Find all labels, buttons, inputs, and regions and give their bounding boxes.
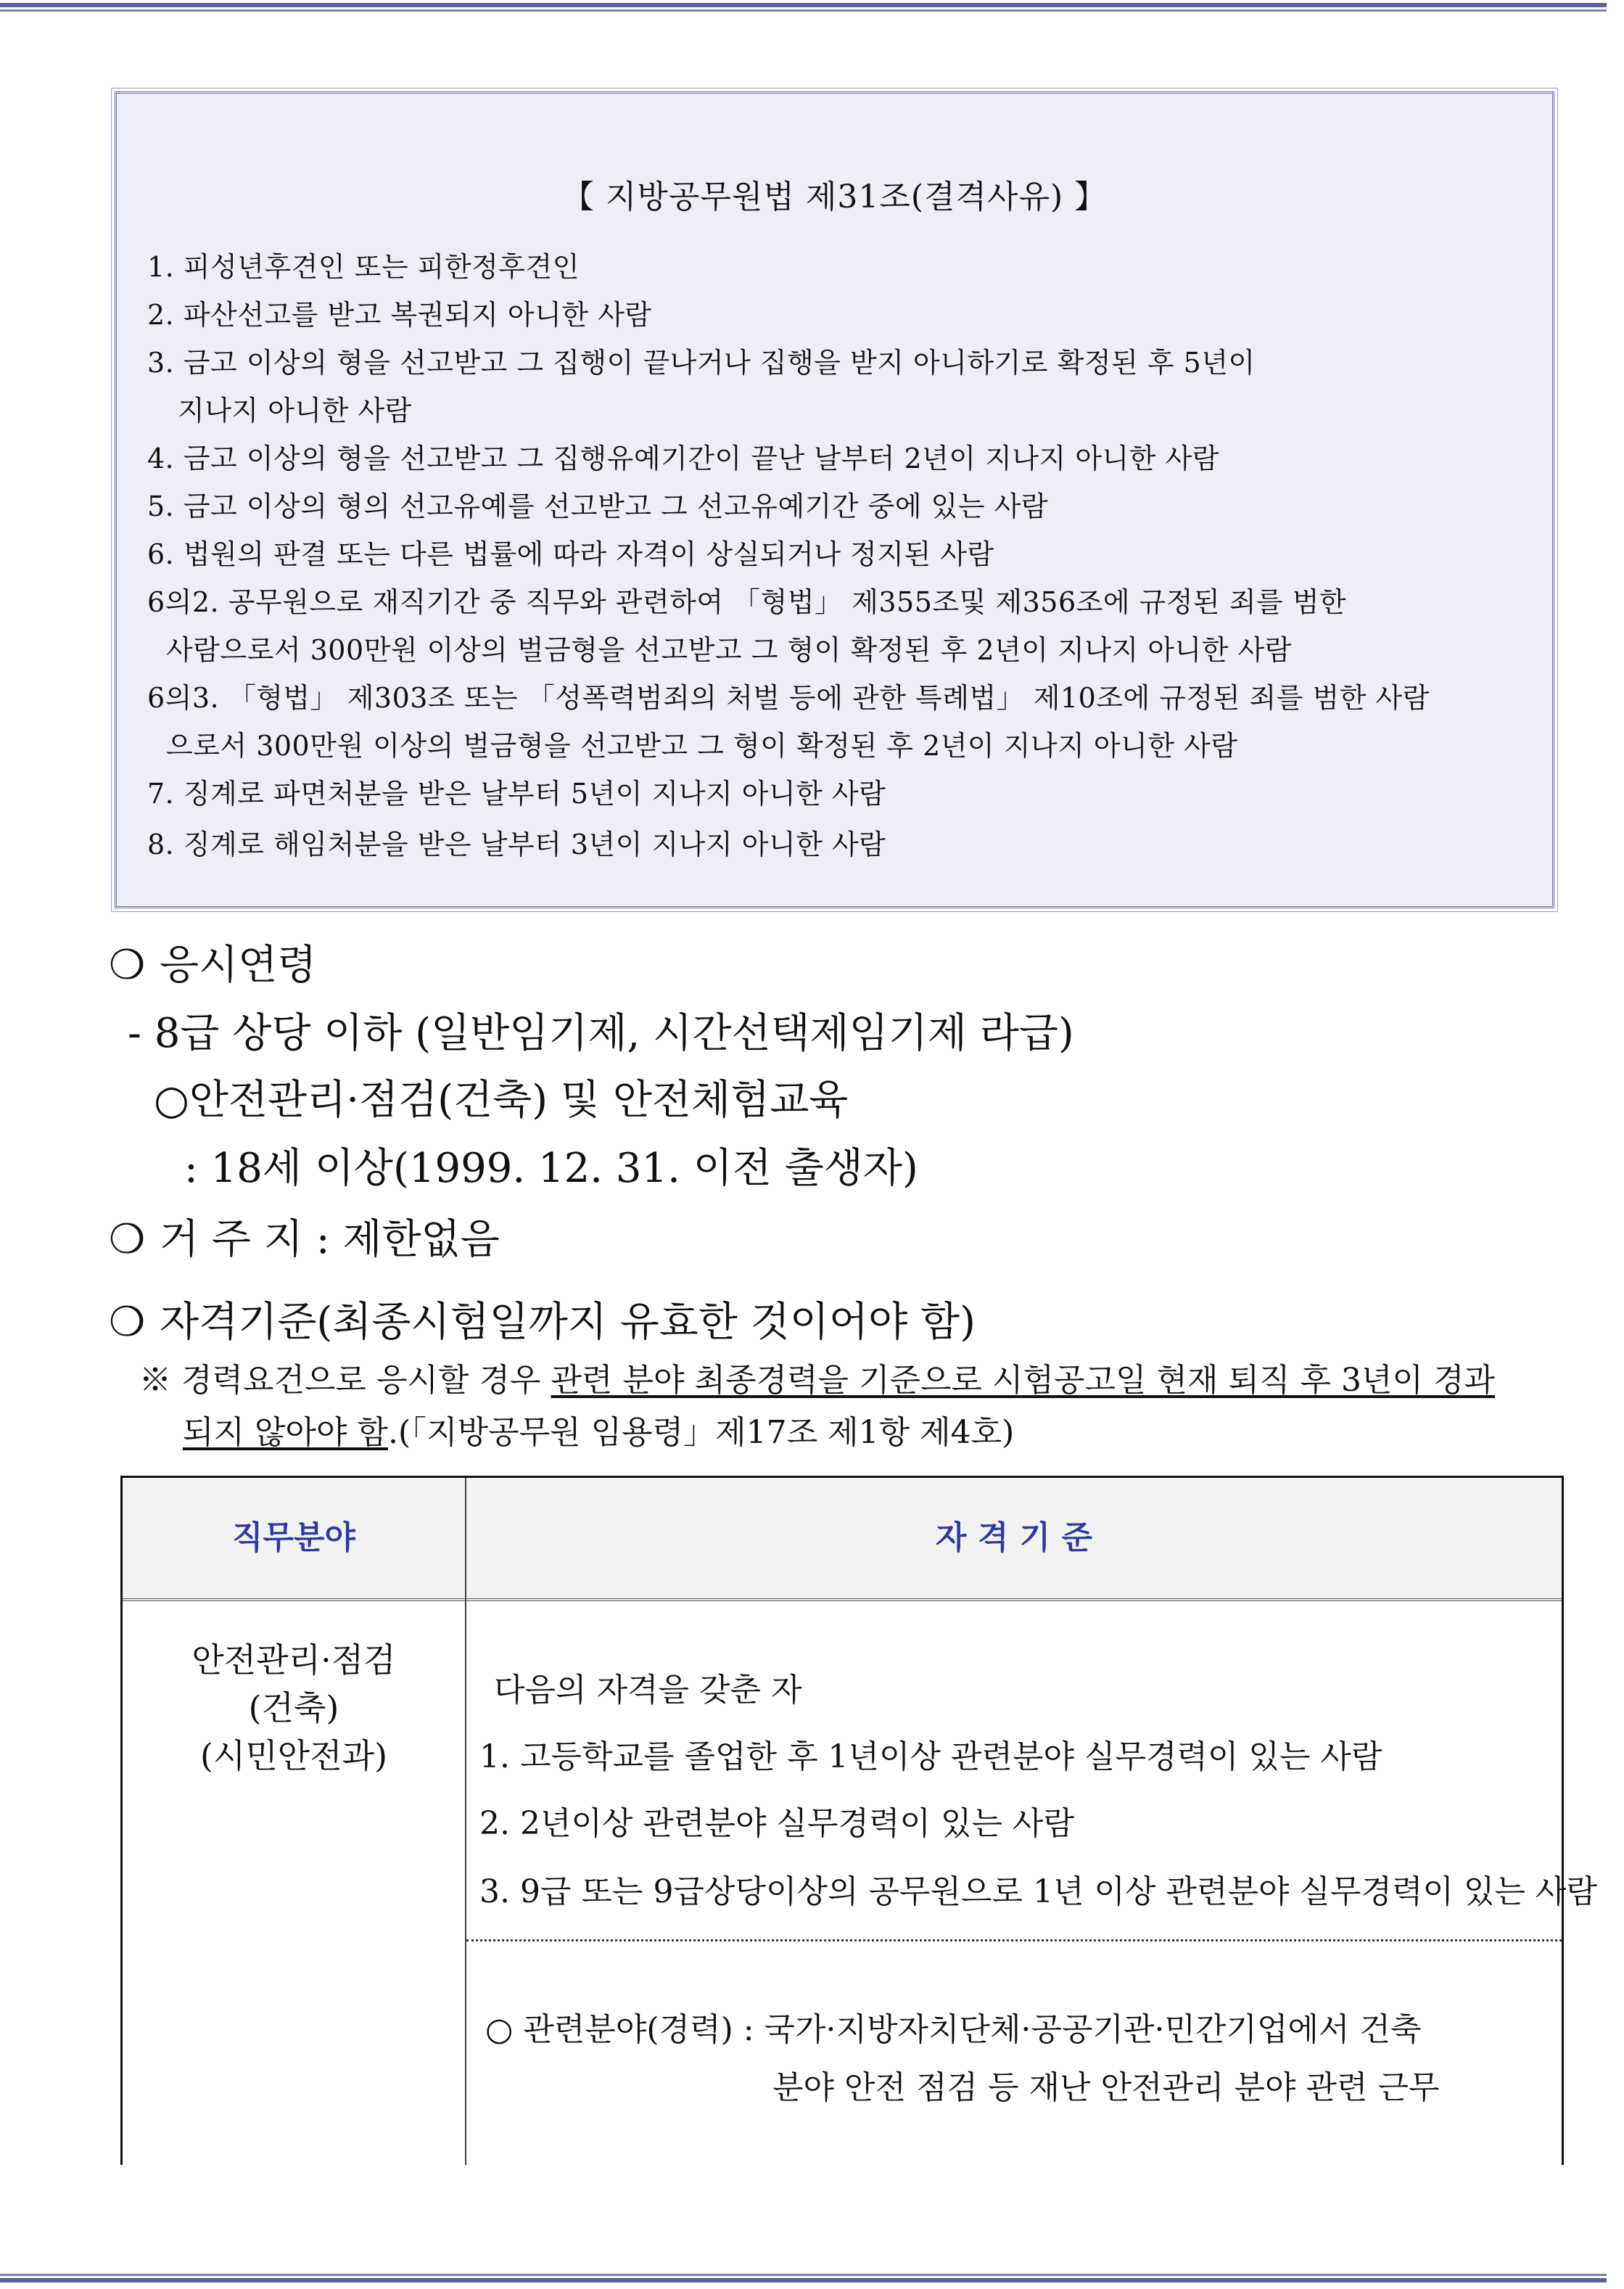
qualification-heading-text: 자격기준(최종시험일까지 유효한 것이어야 함) xyxy=(160,1299,976,1346)
age-grade-line: - 8급 상당 이하 (일반임기제, 시간선택제임기제 라급) xyxy=(128,1010,1074,1057)
law-item-6-2-cont: 사람으로서 300만원 이상의 벌금형을 선고받고 그 형이 확정된 후 2년이 지나지 아니한 사람 xyxy=(166,634,1292,666)
circle-bullet-icon: ❍ xyxy=(109,1299,146,1346)
header-field: 직무분야 xyxy=(231,1519,355,1556)
related-field-line2: 분야 안전 점검 등 재난 안전관리 분야 관련 근무 xyxy=(772,2069,1440,2106)
age-requirement-line: : 18세 이상(1999. 12. 31. 이전 출생자) xyxy=(184,1145,918,1192)
law-item-6-3: 6의3. 「형법」 제303조 또는 「성폭력범죄의 처벌 등에 관한 특례법」 제10조에 규정된 죄를 범한 사람 xyxy=(147,682,1430,714)
note-underlined-text: 관련 분야 최종경력을 기준으로 시험공고일 현재 퇴직 후 3년이 경과 xyxy=(551,1362,1495,1399)
header-criteria: 자 격 기 준 xyxy=(936,1519,1092,1556)
column-divider xyxy=(465,1478,466,2165)
law-item-7: 7. 징계로 파면처분을 받은 날부터 5년이 지나지 아니한 사람 xyxy=(147,778,886,810)
residence-line xyxy=(109,1207,500,1265)
field-cell xyxy=(123,1636,465,1780)
age-field-line: ○안전관리·점검(건축) 및 안전체험교육 xyxy=(154,1077,849,1124)
table-header-row xyxy=(123,1478,1562,1601)
law-item-2: 2. 파산선고를 받고 복권되지 아니한 사람 xyxy=(147,299,652,331)
law-item-6: 6. 법원의 판결 또는 다른 법률에 따라 자격이 상실되거나 정지된 사람 xyxy=(147,538,994,570)
criteria-intro: 다음의 자격을 갖춘 자 xyxy=(494,1672,802,1709)
criteria-item-2: 2. 2년이상 관련분야 실무경력이 있는 사람 xyxy=(479,1805,1074,1842)
dotted-divider xyxy=(466,1939,1562,1941)
top-rule xyxy=(0,3,1607,12)
note-citation: .(「지방공무원 임용령」제17조 제1항 제4호) xyxy=(388,1414,1015,1451)
disqualification-law-box xyxy=(115,91,1554,908)
law-item-6-3-cont: 으로서 300만원 이상의 벌금형을 선고받고 그 형이 확정된 후 2년이 지나지 아니한 사람 xyxy=(166,730,1238,762)
age-heading-text: 응시연령 xyxy=(160,942,317,989)
law-item-3-cont: 지나지 아니한 사람 xyxy=(178,395,412,427)
note-plain-text: 경력요건으로 응시할 경우 xyxy=(181,1362,551,1399)
law-item-1: 1. 피성년후견인 또는 피한정후견인 xyxy=(147,251,580,283)
related-field-line1: ○ 관련분야(경력) : 국가·지방자치단체·공공기관·민간기업에서 건축 xyxy=(485,2011,1422,2048)
law-item-6-2: 6의2. 공무원으로 재직기간 중 직무와 관련하여 「형법」 제355조및 제356조에 규정된 죄를 범한 xyxy=(147,586,1347,618)
field-name: 안전관리·점검 xyxy=(191,1640,396,1680)
residence-text: 거 주 지 : 제한없음 xyxy=(160,1216,500,1263)
field-department: (시민안전과) xyxy=(199,1736,388,1775)
field-subname: (건축) xyxy=(248,1688,339,1727)
law-item-5: 5. 금고 이상의 형의 선고유예를 선고받고 그 선고유예기간 중에 있는 사람 xyxy=(147,490,1049,522)
age-heading xyxy=(109,933,316,991)
law-item-8: 8. 징계로 해임처분을 받은 날부터 3년이 지나지 아니한 사람 xyxy=(147,829,886,860)
qualification-note-line2 xyxy=(183,1406,1014,1452)
law-item-4: 4. 금고 이상의 형을 선고받고 그 집행유예기간이 끝난 날부터 2년이 지나지 아니한 사람 xyxy=(147,443,1219,474)
circle-bullet-icon: ❍ xyxy=(109,942,146,989)
note-underlined-text-2: 되지 않아야 함 xyxy=(183,1414,388,1451)
reference-mark-icon: ※ xyxy=(139,1362,171,1399)
qualification-note-line1 xyxy=(139,1354,1495,1400)
criteria-item-3: 3. 9급 또는 9급상당이상의 공무원으로 1년 이상 관련분야 실무경력이 있는 사람 xyxy=(479,1873,1597,1910)
qualification-heading xyxy=(109,1290,976,1348)
criteria-item-1: 1. 고등학교를 졸업한 후 1년이상 관련분야 실무경력이 있는 사람 xyxy=(479,1738,1382,1775)
circle-bullet-icon: ❍ xyxy=(109,1216,146,1263)
qualification-table xyxy=(120,1476,1597,2165)
bottom-rule xyxy=(0,2274,1607,2282)
law-item-3: 3. 금고 이상의 형을 선고받고 그 집행이 끝나거나 집행을 받지 아니하기로 확정된 후 5년이 xyxy=(147,347,1256,379)
law-box-title: 【 지방공무원법 제31조(결격사유) 】 xyxy=(561,178,1108,215)
